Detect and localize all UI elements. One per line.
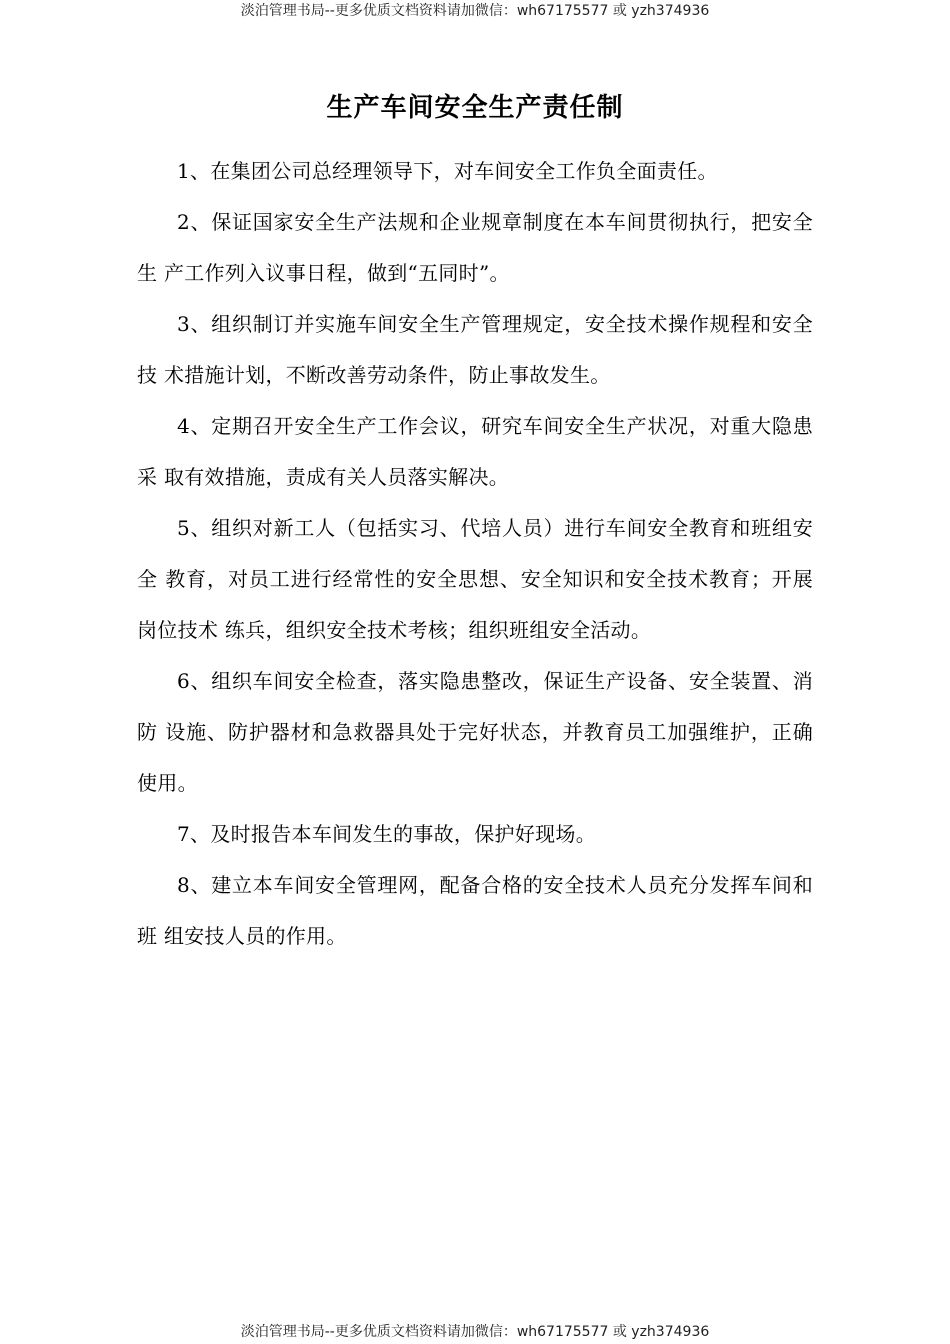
- footer-watermark-note: 淡泊管理书局--更多优质文档资料请加微信：wh67175577 或 yzh374936: [240, 1324, 710, 1340]
- clause-2: 2、保证国家安全生产法规和企业规章制度在本车间贯彻执行，把安全生 产工作列入议事日程，做到“五同时”。: [137, 210, 813, 285]
- clause-6: 6、组织车间安全检查，落实隐患整改，保证生产设备、安全装置、消防 设施、防护器材和急救器具处于完好状态，并教育员工加强维护，正确使用。: [137, 669, 813, 795]
- clause-8: 8、建立本车间安全管理网，配备合格的安全技术人员充分发挥车间和班 组安技人员的作用。: [137, 873, 813, 948]
- clause-5: 5、组织对新工人（包括实习、代培人员）进行车间安全教育和班组安全 教育，对员工进行经常性的安全思想、安全知识和安全技术教育；开展岗位技术 练兵，组织安全技术考核；组织班组安全活动。: [137, 516, 813, 642]
- document-title: 生产车间安全生产责任制: [326, 93, 624, 123]
- document-body: [137, 146, 813, 962]
- clause-7: 7、及时报告本车间发生的事故，保护好现场。: [177, 822, 597, 846]
- header-watermark-note: 淡泊管理书局--更多优质文档资料请加微信：wh67175577 或 yzh374936: [240, 3, 710, 19]
- clause-1: 1、在集团公司总经理领导下，对车间安全工作负全面责任。: [177, 159, 718, 183]
- clause-3: 3、组织制订并实施车间安全生产管理规定，安全技术操作规程和安全技 术措施计划，不断改善劳动条件，防止事故发生。: [137, 312, 813, 387]
- clause-4: 4、定期召开安全生产工作会议，研究车间安全生产状况，对重大隐患采 取有效措施，责成有关人员落实解决。: [137, 414, 813, 489]
